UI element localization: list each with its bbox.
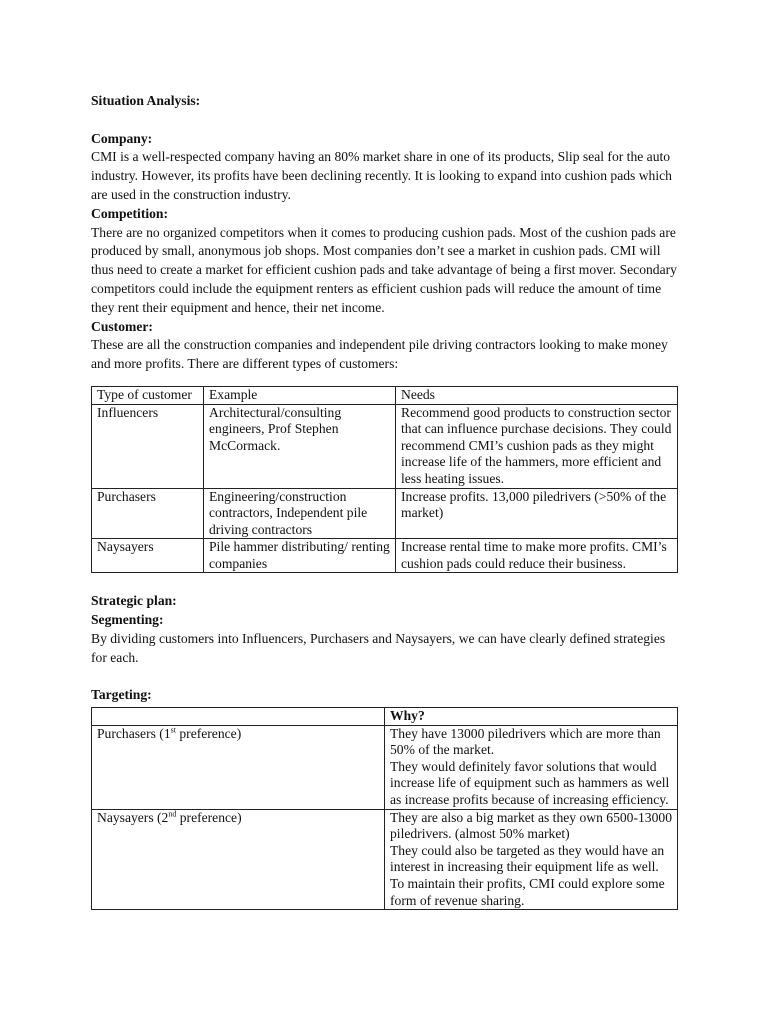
competition-heading: Competition: xyxy=(91,205,169,221)
customer-table-header-row xyxy=(92,386,678,404)
document-body xyxy=(91,92,679,910)
table-row xyxy=(92,539,678,573)
segmenting-paragraph: By dividing customers into Influencers, Purchasers and Naysayers, we can have clearly defined strategies for each. xyxy=(91,630,666,665)
customer-example-cell: Pile hammer distributing/ renting companies xyxy=(204,539,396,573)
strategic-plan-heading: Strategic plan: xyxy=(91,593,177,609)
company-heading: Company: xyxy=(91,130,153,146)
targeting-table-header-row xyxy=(92,708,678,726)
customer-example-cell: Architectural/consulting engineers, Prof Stephen McCormack. xyxy=(204,404,396,488)
customer-needs-cell: Increase rental time to make more profits. CMI’s cushion pads could reduce their business. xyxy=(396,539,678,573)
customer-needs-cell: Increase profits. 13,000 piledrivers (>50% of the market) xyxy=(396,488,678,539)
targeting-table xyxy=(91,707,678,910)
targeting-segment-cell xyxy=(92,809,385,910)
why-text: They are also a big market as they own 6500-13000 piledrivers. (almost 50% market) xyxy=(390,809,672,842)
table-row xyxy=(92,809,678,910)
customer-table-header: Example xyxy=(204,386,396,404)
customer-type-cell: Purchasers xyxy=(92,488,204,539)
targeting-why-cell xyxy=(385,725,678,809)
segment-label-suffix: preference) xyxy=(175,725,242,741)
targeting-why-cell xyxy=(385,809,678,910)
customer-heading: Customer: xyxy=(91,318,153,334)
customer-table xyxy=(91,386,678,574)
targeting-heading: Targeting: xyxy=(91,687,152,703)
segment-label-ordinal: nd xyxy=(168,809,177,819)
segment-label-suffix: preference) xyxy=(176,809,242,825)
competition-paragraph: There are no organized competitors when it comes to producing cushion pads. Most of the cushion pads are produced by small, anonymous job shops. Most companies don’t see a market in cushion pads. CMI will thus need to create a market for efficient cushion pads and take advantage of being a first mover. Secondary competitors could include the equipment renters as efficient cushion pads will reduce the amount of time they rent their equipment and hence, their net income. xyxy=(91,224,677,315)
company-paragraph: CMI is a well-respected company having an 80% market share in one of its products, Slip seal for the auto industry. However, its profits have been declining recently. It is looking to expand into cushion pads which are used in the construction industry. xyxy=(91,149,672,202)
segment-label-ordinal: st xyxy=(170,725,176,735)
customer-needs-cell: Recommend good products to construction sector that can influence purchase decisions. They could recommend CMI’s cushion pads as they might increase life of the hammers, more efficient and less heating issues. xyxy=(396,404,678,488)
segmenting-heading: Segmenting: xyxy=(91,612,164,628)
targeting-header-empty xyxy=(92,708,385,726)
customer-paragraph: These are all the construction companies and independent pile driving contractors looking to make money and more profits. There are different types of customers: xyxy=(91,337,668,372)
customer-example-cell: Engineering/construction contractors, Independent pile driving contractors xyxy=(204,488,396,539)
customer-type-cell: Naysayers xyxy=(92,539,204,573)
table-row xyxy=(92,488,678,539)
why-text: They could also be targeted as they would have an interest in increasing their equipment life as well. To maintain their profits, CMI could explore some form of revenue sharing. xyxy=(390,842,665,908)
targeting-segment-cell xyxy=(92,725,385,809)
customer-table-header: Needs xyxy=(396,386,678,404)
why-text: They have 13000 piledrivers which are more than 50% of the market. xyxy=(390,725,661,758)
why-text: They would definitely favor solutions that would increase life of equipment such as hammers as well as increase profits because of increasing efficiency. xyxy=(390,758,670,808)
segment-label-prefix: Purchasers (1 xyxy=(97,725,171,741)
table-row xyxy=(92,725,678,809)
situation-analysis-heading: Situation Analysis: xyxy=(91,93,201,108)
table-row xyxy=(92,404,678,488)
customer-type-cell: Influencers xyxy=(92,404,204,488)
targeting-header-why: Why? xyxy=(385,708,678,726)
customer-table-header: Type of customer xyxy=(92,386,204,404)
segment-label-prefix: Naysayers (2 xyxy=(97,809,169,825)
